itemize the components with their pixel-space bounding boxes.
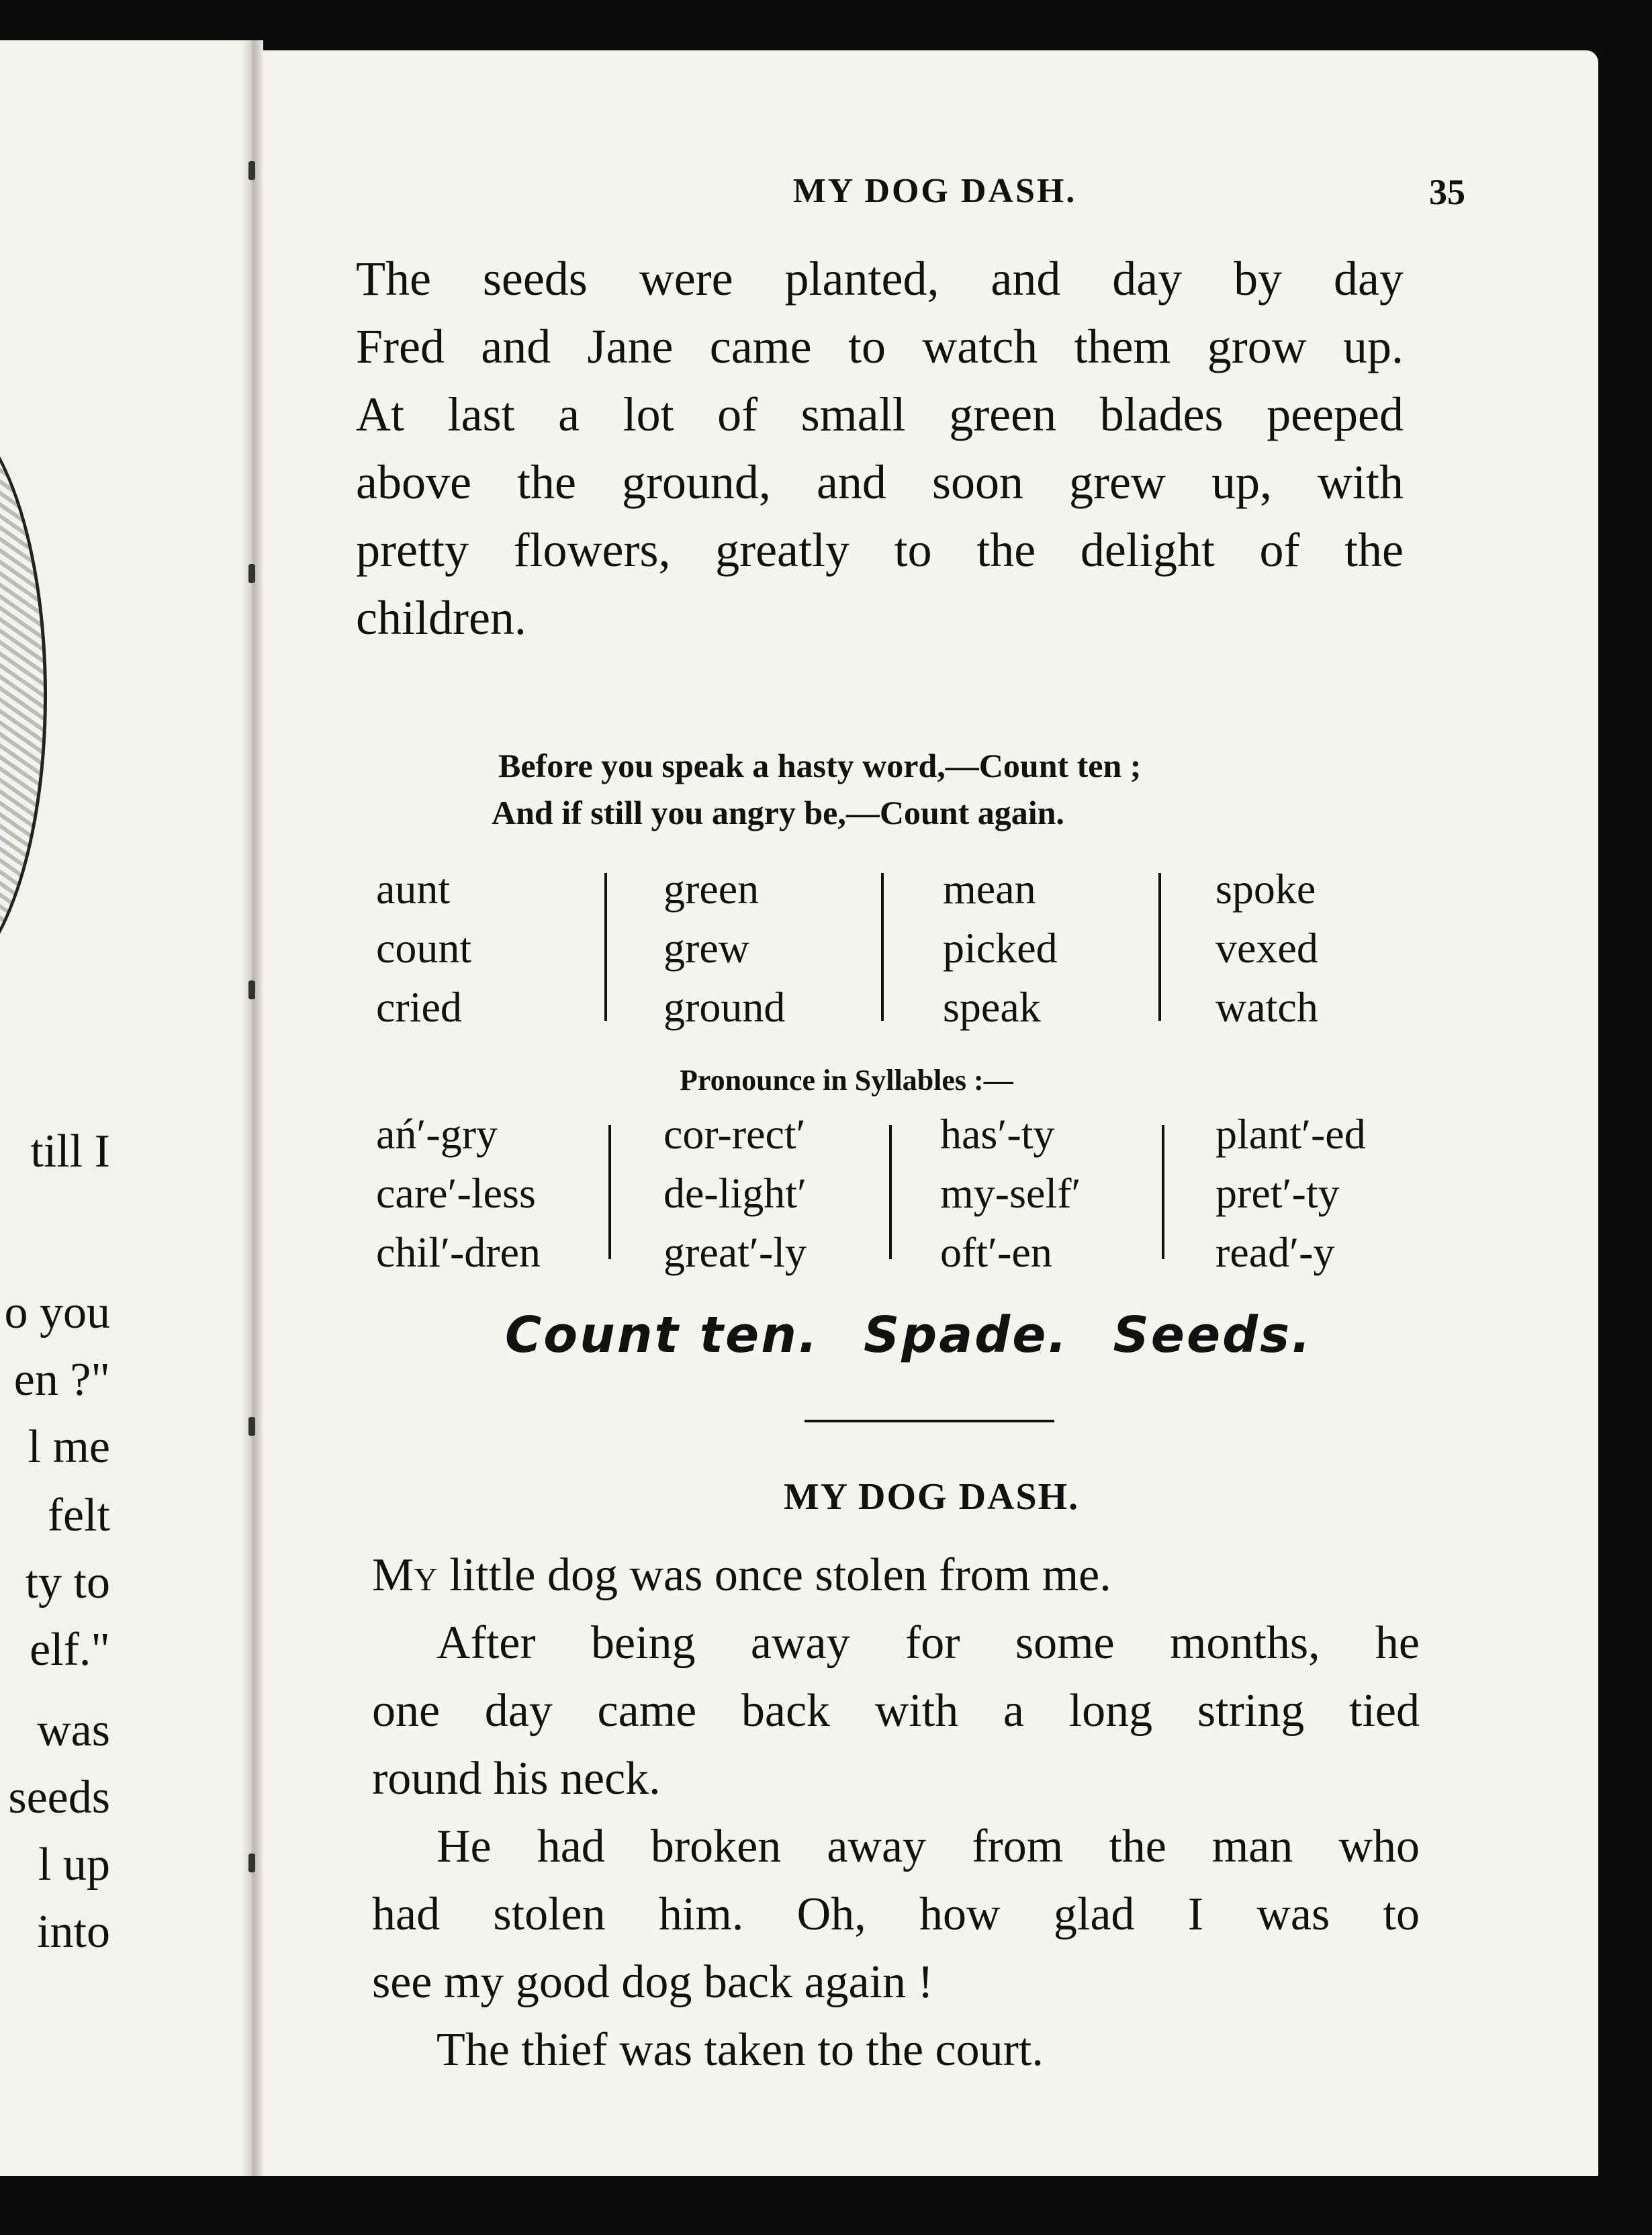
- syllable-word-table: [376, 1105, 1424, 1286]
- word-column: [376, 860, 471, 1037]
- script-words: [505, 1306, 1357, 1364]
- story-line: He had broken away from the man who: [437, 1821, 1420, 1872]
- word-column: [663, 1105, 807, 1282]
- left-fragment: en ?": [13, 1354, 110, 1406]
- story-text: [372, 1541, 1420, 2084]
- spelling-word: speak: [943, 983, 1041, 1031]
- left-fragment: into: [37, 1906, 110, 1958]
- column-divider: [881, 873, 884, 1021]
- script-word: Spade.: [864, 1306, 1069, 1364]
- story-first-line-rest: little dog was once stolen from me.: [437, 1549, 1111, 1601]
- syllable-word: oft′-en: [940, 1228, 1052, 1276]
- left-fragment: was: [37, 1704, 110, 1756]
- binding-stitch: [248, 1854, 255, 1872]
- proverb-line-1: Before you speak a hasty word,—Count ten ;: [498, 747, 1142, 784]
- spelling-word: grew: [663, 924, 749, 972]
- paragraph-line: Fred and Jane came to watch them grow up.: [356, 320, 1404, 373]
- column-divider: [1162, 1125, 1164, 1259]
- script-word: Count ten.: [505, 1306, 820, 1364]
- spelling-word: watch: [1215, 983, 1318, 1031]
- spelling-word: vexed: [1215, 924, 1318, 972]
- syllable-word: de-light′: [663, 1169, 807, 1217]
- paragraph-line: above the ground, and soon grew up, with: [356, 455, 1404, 509]
- left-fragment: o you: [4, 1287, 110, 1338]
- spelling-word-table: [376, 860, 1424, 1041]
- section-title: MY DOG DASH.: [783, 1476, 1080, 1518]
- page-number: 35: [1429, 172, 1465, 212]
- left-fragment: seeds: [8, 1772, 110, 1823]
- spelling-word: green: [663, 865, 760, 913]
- syllable-word: has′-ty: [940, 1110, 1055, 1158]
- spelling-word: spoke: [1215, 865, 1316, 913]
- syllable-word: chil′-dren: [376, 1228, 541, 1276]
- running-title: MY DOG DASH.: [792, 172, 1077, 210]
- binding-stitch: [248, 564, 255, 583]
- story-line: see my good dog back again !: [372, 1956, 933, 2008]
- story-line: [372, 1541, 1420, 1609]
- spelling-word: aunt: [376, 865, 451, 913]
- syllable-word: my-self′: [940, 1169, 1081, 1217]
- left-fragment: elf.": [30, 1624, 110, 1676]
- syllable-word: care′-less: [376, 1169, 536, 1217]
- word-column: [940, 1105, 1081, 1282]
- scan-bottom-edge: [0, 2176, 1652, 2235]
- syllable-word: ań′-gry: [376, 1110, 498, 1158]
- story-line: round his neck.: [372, 1753, 661, 1805]
- syllable-word: cor-rect′: [663, 1110, 806, 1158]
- word-column: [376, 1105, 541, 1282]
- proverb-line-2: And if still you angry be,—Count again.: [492, 794, 1064, 831]
- story-line: one day came back with a long string tied: [372, 1685, 1420, 1737]
- column-divider: [608, 1125, 611, 1259]
- word-column: [943, 860, 1058, 1037]
- binding-stitch: [248, 980, 255, 999]
- left-fragment: till I: [30, 1126, 110, 1177]
- story-initial-word: My: [372, 1549, 438, 1601]
- script-word: Seeds.: [1113, 1306, 1313, 1364]
- left-fragment: l me: [28, 1421, 110, 1473]
- paragraph-line: The seeds were planted, and day by day: [356, 252, 1404, 306]
- column-divider: [889, 1125, 892, 1259]
- word-column: [1215, 1105, 1366, 1282]
- story-line: had stolen him. Oh, how glad I was to: [372, 1888, 1420, 1940]
- page-header: [263, 171, 1600, 218]
- page-35: [263, 50, 1598, 2186]
- binding-stitch: [248, 1417, 255, 1436]
- syllables-heading: Pronounce in Syllables :—: [680, 1064, 1013, 1097]
- column-divider: [604, 873, 607, 1021]
- paragraph-line: At last a lot of small green blades peeped: [356, 387, 1404, 441]
- spelling-word: count: [376, 924, 472, 972]
- spelling-word: mean: [943, 865, 1036, 913]
- story-line: The thief was taken to the court.: [437, 2024, 1044, 2076]
- syllable-word: great′-ly: [663, 1228, 807, 1276]
- left-fragment: ty to: [25, 1557, 110, 1608]
- paragraph-line: children.: [356, 591, 526, 645]
- spelling-word: cried: [376, 983, 462, 1031]
- spelling-word: picked: [943, 924, 1058, 972]
- syllable-word: pret′-ty: [1215, 1169, 1340, 1217]
- left-fragment: felt: [47, 1490, 110, 1541]
- paragraph-seeds: [356, 245, 1404, 652]
- engraving-illustration: [0, 403, 47, 987]
- story-line: After being away for some months, he: [437, 1617, 1420, 1669]
- left-fragment: l up: [38, 1839, 110, 1890]
- binding-stitch: [248, 161, 255, 180]
- column-divider: [1158, 873, 1161, 1021]
- word-column: [1215, 860, 1318, 1037]
- spelling-word: ground: [663, 983, 786, 1031]
- left-facing-page: [0, 40, 263, 2176]
- syllable-word: read′-y: [1215, 1228, 1335, 1276]
- syllable-word: plant′-ed: [1215, 1110, 1366, 1158]
- section-divider: [805, 1420, 1054, 1422]
- word-column: [663, 860, 785, 1037]
- book-gutter: [242, 40, 263, 2189]
- paragraph-line: pretty flowers, greatly to the delight of the: [356, 523, 1404, 577]
